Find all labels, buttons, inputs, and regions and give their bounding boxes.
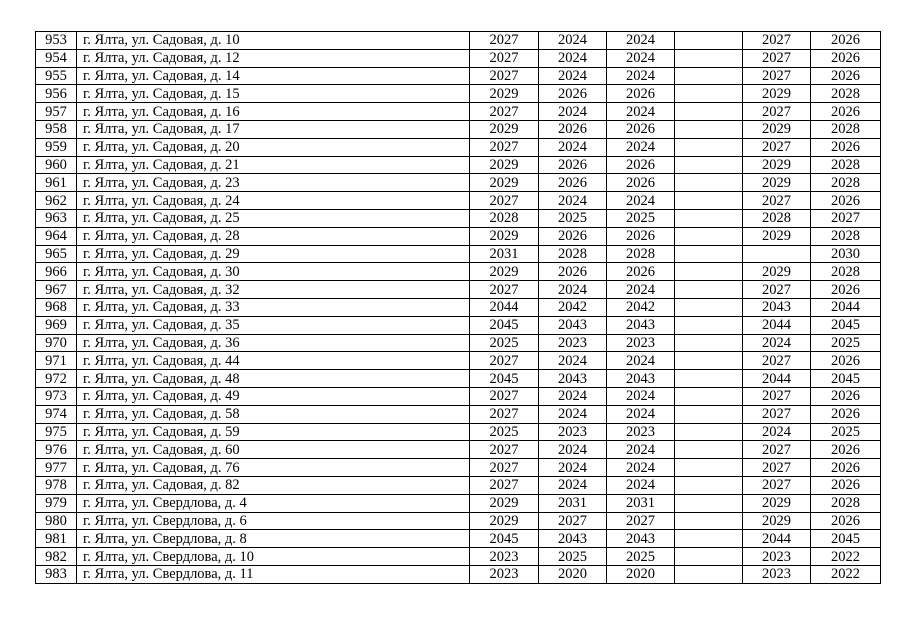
year-cell-6: 2028 [811, 120, 881, 138]
row-number-cell: 967 [36, 281, 77, 299]
year-cell-1: 2025 [470, 423, 539, 441]
year-cell-5: 2027 [743, 32, 811, 50]
table-row [36, 298, 881, 316]
year-cell-2: 2020 [539, 565, 607, 583]
year-cell-2: 2024 [539, 138, 607, 156]
row-number-cell: 968 [36, 298, 77, 316]
year-cell-4 [675, 67, 743, 85]
row-number-cell: 981 [36, 530, 77, 548]
year-cell-2: 2026 [539, 263, 607, 281]
year-cell-4 [675, 32, 743, 50]
row-number-cell: 975 [36, 423, 77, 441]
address-cell: г. Ялта, ул. Садовая, д. 33 [77, 298, 470, 316]
year-cell-2: 2025 [539, 209, 607, 227]
year-cell-3: 2043 [607, 530, 675, 548]
year-cell-6: 2045 [811, 370, 881, 388]
table-row [36, 227, 881, 245]
year-cell-4 [675, 548, 743, 566]
year-cell-6: 2026 [811, 476, 881, 494]
table-row [36, 209, 881, 227]
year-cell-6: 2026 [811, 352, 881, 370]
row-number-cell: 972 [36, 370, 77, 388]
address-cell: г. Ялта, ул. Садовая, д. 32 [77, 281, 470, 299]
year-cell-5: 2044 [743, 316, 811, 334]
address-cell: г. Ялта, ул. Свердлова, д. 11 [77, 565, 470, 583]
year-cell-2: 2024 [539, 405, 607, 423]
year-cell-4 [675, 263, 743, 281]
year-cell-3: 2023 [607, 423, 675, 441]
year-cell-5: 2044 [743, 370, 811, 388]
year-cell-3: 2024 [607, 67, 675, 85]
row-number-cell: 971 [36, 352, 77, 370]
year-cell-2: 2026 [539, 85, 607, 103]
year-cell-4 [675, 441, 743, 459]
year-cell-5: 2023 [743, 548, 811, 566]
address-cell: г. Ялта, ул. Садовая, д. 17 [77, 120, 470, 138]
table-row [36, 174, 881, 192]
row-number-cell: 982 [36, 548, 77, 566]
year-cell-5: 2024 [743, 423, 811, 441]
year-cell-4 [675, 103, 743, 121]
year-cell-4 [675, 192, 743, 210]
year-cell-1: 2029 [470, 512, 539, 530]
year-cell-5: 2027 [743, 67, 811, 85]
year-cell-3: 2024 [607, 459, 675, 477]
year-cell-5: 2027 [743, 103, 811, 121]
address-cell: г. Ялта, ул. Садовая, д. 12 [77, 49, 470, 67]
year-cell-3: 2024 [607, 192, 675, 210]
year-cell-5: 2029 [743, 156, 811, 174]
year-cell-2: 2026 [539, 227, 607, 245]
year-cell-1: 2029 [470, 120, 539, 138]
row-number-cell: 963 [36, 209, 77, 227]
year-cell-2: 2043 [539, 370, 607, 388]
year-cell-5: 2029 [743, 263, 811, 281]
table-row [36, 387, 881, 405]
year-cell-4 [675, 352, 743, 370]
address-cell: г. Ялта, ул. Садовая, д. 20 [77, 138, 470, 156]
year-cell-1: 2027 [470, 49, 539, 67]
year-cell-2: 2031 [539, 494, 607, 512]
table-row [36, 103, 881, 121]
year-cell-4 [675, 281, 743, 299]
year-cell-5: 2029 [743, 227, 811, 245]
address-cell: г. Ялта, ул. Садовая, д. 16 [77, 103, 470, 121]
year-cell-3: 2027 [607, 512, 675, 530]
year-cell-4 [675, 85, 743, 103]
year-cell-5: 2027 [743, 49, 811, 67]
year-cell-5: 2027 [743, 405, 811, 423]
table-row [36, 138, 881, 156]
year-cell-2: 2024 [539, 192, 607, 210]
row-number-cell: 965 [36, 245, 77, 263]
table-row [36, 512, 881, 530]
table-row [36, 120, 881, 138]
address-cell: г. Ялта, ул. Садовая, д. 30 [77, 263, 470, 281]
table-row [36, 530, 881, 548]
year-cell-4 [675, 512, 743, 530]
year-cell-3: 2031 [607, 494, 675, 512]
address-cell: г. Ялта, ул. Садовая, д. 10 [77, 32, 470, 50]
year-cell-5: 2029 [743, 512, 811, 530]
row-number-cell: 966 [36, 263, 77, 281]
address-cell: г. Ялта, ул. Садовая, д. 24 [77, 192, 470, 210]
table-row [36, 49, 881, 67]
table-row [36, 263, 881, 281]
year-cell-1: 2028 [470, 209, 539, 227]
row-number-cell: 964 [36, 227, 77, 245]
row-number-cell: 954 [36, 49, 77, 67]
year-cell-3: 2043 [607, 370, 675, 388]
year-cell-3: 2026 [607, 263, 675, 281]
year-cell-2: 2026 [539, 174, 607, 192]
table-row [36, 352, 881, 370]
year-cell-6: 2026 [811, 441, 881, 459]
year-cell-1: 2027 [470, 476, 539, 494]
year-cell-1: 2029 [470, 263, 539, 281]
year-cell-6: 2026 [811, 512, 881, 530]
address-cell: г. Ялта, ул. Садовая, д. 49 [77, 387, 470, 405]
table-row [36, 316, 881, 334]
year-cell-6: 2022 [811, 548, 881, 566]
year-cell-3: 2024 [607, 387, 675, 405]
year-cell-6: 2026 [811, 405, 881, 423]
row-number-cell: 976 [36, 441, 77, 459]
year-cell-1: 2023 [470, 565, 539, 583]
year-cell-5: 2029 [743, 174, 811, 192]
year-cell-1: 2027 [470, 281, 539, 299]
year-cell-6: 2026 [811, 387, 881, 405]
year-cell-3: 2024 [607, 441, 675, 459]
year-cell-2: 2024 [539, 32, 607, 50]
year-cell-3: 2024 [607, 49, 675, 67]
year-cell-2: 2043 [539, 530, 607, 548]
row-number-cell: 953 [36, 32, 77, 50]
table-row [36, 548, 881, 566]
address-cell: г. Ялта, ул. Садовая, д. 60 [77, 441, 470, 459]
year-cell-4 [675, 298, 743, 316]
year-cell-4 [675, 565, 743, 583]
year-cell-6: 2025 [811, 334, 881, 352]
year-cell-5: 2029 [743, 120, 811, 138]
year-cell-4 [675, 370, 743, 388]
year-cell-5: 2024 [743, 334, 811, 352]
year-cell-1: 2045 [470, 530, 539, 548]
year-cell-2: 2023 [539, 423, 607, 441]
year-cell-5: 2027 [743, 192, 811, 210]
year-cell-6: 2030 [811, 245, 881, 263]
address-cell: г. Ялта, ул. Свердлова, д. 6 [77, 512, 470, 530]
year-cell-6: 2028 [811, 174, 881, 192]
address-cell: г. Ялта, ул. Садовая, д. 35 [77, 316, 470, 334]
year-cell-6: 2028 [811, 85, 881, 103]
year-cell-4 [675, 245, 743, 263]
year-cell-6: 2026 [811, 32, 881, 50]
year-cell-6: 2028 [811, 263, 881, 281]
year-cell-1: 2027 [470, 103, 539, 121]
address-cell: г. Ялта, ул. Садовая, д. 36 [77, 334, 470, 352]
year-cell-3: 2026 [607, 174, 675, 192]
table-row [36, 423, 881, 441]
table-row [36, 476, 881, 494]
row-number-cell: 977 [36, 459, 77, 477]
address-cell: г. Ялта, ул. Садовая, д. 14 [77, 67, 470, 85]
year-cell-4 [675, 227, 743, 245]
table-row [36, 370, 881, 388]
year-cell-4 [675, 120, 743, 138]
year-cell-6: 2028 [811, 494, 881, 512]
year-cell-6: 2027 [811, 209, 881, 227]
year-cell-2: 2023 [539, 334, 607, 352]
year-cell-4 [675, 138, 743, 156]
address-cell: г. Ялта, ул. Садовая, д. 25 [77, 209, 470, 227]
year-cell-2: 2026 [539, 120, 607, 138]
row-number-cell: 969 [36, 316, 77, 334]
year-cell-1: 2023 [470, 548, 539, 566]
year-cell-5: 2027 [743, 281, 811, 299]
registry-table [35, 31, 881, 584]
table-row [36, 192, 881, 210]
year-cell-3: 2026 [607, 85, 675, 103]
year-cell-1: 2027 [470, 441, 539, 459]
year-cell-6: 2028 [811, 156, 881, 174]
table-row [36, 245, 881, 263]
year-cell-2: 2024 [539, 67, 607, 85]
year-cell-5: 2027 [743, 138, 811, 156]
year-cell-4 [675, 530, 743, 548]
table-row [36, 565, 881, 583]
year-cell-6: 2044 [811, 298, 881, 316]
address-cell: г. Ялта, ул. Свердлова, д. 8 [77, 530, 470, 548]
year-cell-1: 2025 [470, 334, 539, 352]
year-cell-6: 2028 [811, 227, 881, 245]
year-cell-2: 2043 [539, 316, 607, 334]
year-cell-1: 2027 [470, 138, 539, 156]
row-number-cell: 956 [36, 85, 77, 103]
year-cell-5: 2027 [743, 387, 811, 405]
address-cell: г. Ялта, ул. Садовая, д. 44 [77, 352, 470, 370]
year-cell-2: 2024 [539, 281, 607, 299]
year-cell-6: 2025 [811, 423, 881, 441]
year-cell-1: 2045 [470, 370, 539, 388]
year-cell-1: 2044 [470, 298, 539, 316]
row-number-cell: 979 [36, 494, 77, 512]
year-cell-3: 2024 [607, 281, 675, 299]
address-cell: г. Ялта, ул. Садовая, д. 15 [77, 85, 470, 103]
year-cell-6: 2026 [811, 281, 881, 299]
address-cell: г. Ялта, ул. Свердлова, д. 10 [77, 548, 470, 566]
row-number-cell: 978 [36, 476, 77, 494]
year-cell-6: 2026 [811, 49, 881, 67]
year-cell-1: 2029 [470, 85, 539, 103]
address-cell: г. Ялта, ул. Садовая, д. 29 [77, 245, 470, 263]
table-row [36, 334, 881, 352]
table-row [36, 441, 881, 459]
year-cell-6: 2045 [811, 316, 881, 334]
year-cell-2: 2024 [539, 441, 607, 459]
year-cell-4 [675, 423, 743, 441]
year-cell-3: 2026 [607, 227, 675, 245]
row-number-cell: 960 [36, 156, 77, 174]
year-cell-4 [675, 334, 743, 352]
year-cell-1: 2027 [470, 405, 539, 423]
year-cell-3: 2025 [607, 548, 675, 566]
year-cell-2: 2042 [539, 298, 607, 316]
year-cell-2: 2024 [539, 476, 607, 494]
row-number-cell: 983 [36, 565, 77, 583]
year-cell-1: 2029 [470, 156, 539, 174]
address-cell: г. Ялта, ул. Садовая, д. 59 [77, 423, 470, 441]
year-cell-5: 2043 [743, 298, 811, 316]
registry-table-body [36, 32, 881, 584]
year-cell-5 [743, 245, 811, 263]
year-cell-3: 2025 [607, 209, 675, 227]
year-cell-3: 2024 [607, 103, 675, 121]
year-cell-3: 2024 [607, 476, 675, 494]
year-cell-4 [675, 209, 743, 227]
year-cell-1: 2027 [470, 352, 539, 370]
year-cell-3: 2024 [607, 32, 675, 50]
year-cell-5: 2023 [743, 565, 811, 583]
year-cell-4 [675, 156, 743, 174]
row-number-cell: 962 [36, 192, 77, 210]
address-cell: г. Ялта, ул. Садовая, д. 58 [77, 405, 470, 423]
year-cell-3: 2042 [607, 298, 675, 316]
year-cell-1: 2029 [470, 174, 539, 192]
year-cell-1: 2027 [470, 459, 539, 477]
address-cell: г. Ялта, ул. Садовая, д. 76 [77, 459, 470, 477]
year-cell-3: 2043 [607, 316, 675, 334]
table-row [36, 281, 881, 299]
row-number-cell: 959 [36, 138, 77, 156]
year-cell-2: 2024 [539, 103, 607, 121]
year-cell-5: 2029 [743, 494, 811, 512]
year-cell-4 [675, 316, 743, 334]
year-cell-1: 2027 [470, 387, 539, 405]
year-cell-2: 2024 [539, 459, 607, 477]
year-cell-1: 2027 [470, 67, 539, 85]
year-cell-4 [675, 174, 743, 192]
year-cell-2: 2028 [539, 245, 607, 263]
year-cell-3: 2028 [607, 245, 675, 263]
row-number-cell: 958 [36, 120, 77, 138]
year-cell-6: 2026 [811, 192, 881, 210]
year-cell-6: 2026 [811, 67, 881, 85]
address-cell: г. Ялта, ул. Садовая, д. 28 [77, 227, 470, 245]
table-row [36, 32, 881, 50]
row-number-cell: 961 [36, 174, 77, 192]
table-row [36, 405, 881, 423]
year-cell-1: 2045 [470, 316, 539, 334]
row-number-cell: 955 [36, 67, 77, 85]
year-cell-3: 2026 [607, 120, 675, 138]
year-cell-5: 2029 [743, 85, 811, 103]
table-row [36, 85, 881, 103]
year-cell-3: 2020 [607, 565, 675, 583]
year-cell-1: 2027 [470, 192, 539, 210]
table-row [36, 494, 881, 512]
year-cell-6: 2022 [811, 565, 881, 583]
year-cell-6: 2026 [811, 138, 881, 156]
year-cell-2: 2024 [539, 352, 607, 370]
year-cell-4 [675, 476, 743, 494]
year-cell-3: 2024 [607, 405, 675, 423]
address-cell: г. Ялта, ул. Садовая, д. 82 [77, 476, 470, 494]
year-cell-3: 2024 [607, 352, 675, 370]
year-cell-3: 2026 [607, 156, 675, 174]
year-cell-2: 2025 [539, 548, 607, 566]
year-cell-5: 2027 [743, 476, 811, 494]
address-cell: г. Ялта, ул. Садовая, д. 21 [77, 156, 470, 174]
year-cell-4 [675, 405, 743, 423]
row-number-cell: 973 [36, 387, 77, 405]
year-cell-4 [675, 459, 743, 477]
year-cell-5: 2027 [743, 441, 811, 459]
year-cell-2: 2024 [539, 49, 607, 67]
year-cell-1: 2029 [470, 494, 539, 512]
year-cell-6: 2045 [811, 530, 881, 548]
year-cell-6: 2026 [811, 459, 881, 477]
row-number-cell: 957 [36, 103, 77, 121]
year-cell-1: 2031 [470, 245, 539, 263]
year-cell-4 [675, 494, 743, 512]
table-row [36, 156, 881, 174]
table-row [36, 67, 881, 85]
row-number-cell: 980 [36, 512, 77, 530]
year-cell-5: 2027 [743, 352, 811, 370]
row-number-cell: 970 [36, 334, 77, 352]
year-cell-5: 2027 [743, 459, 811, 477]
address-cell: г. Ялта, ул. Садовая, д. 23 [77, 174, 470, 192]
year-cell-4 [675, 387, 743, 405]
address-cell: г. Ялта, ул. Садовая, д. 48 [77, 370, 470, 388]
year-cell-5: 2028 [743, 209, 811, 227]
year-cell-2: 2027 [539, 512, 607, 530]
table-row [36, 459, 881, 477]
year-cell-4 [675, 49, 743, 67]
year-cell-3: 2023 [607, 334, 675, 352]
row-number-cell: 974 [36, 405, 77, 423]
year-cell-2: 2026 [539, 156, 607, 174]
address-cell: г. Ялта, ул. Свердлова, д. 4 [77, 494, 470, 512]
year-cell-1: 2027 [470, 32, 539, 50]
year-cell-2: 2024 [539, 387, 607, 405]
year-cell-3: 2024 [607, 138, 675, 156]
year-cell-5: 2044 [743, 530, 811, 548]
year-cell-6: 2026 [811, 103, 881, 121]
year-cell-1: 2029 [470, 227, 539, 245]
